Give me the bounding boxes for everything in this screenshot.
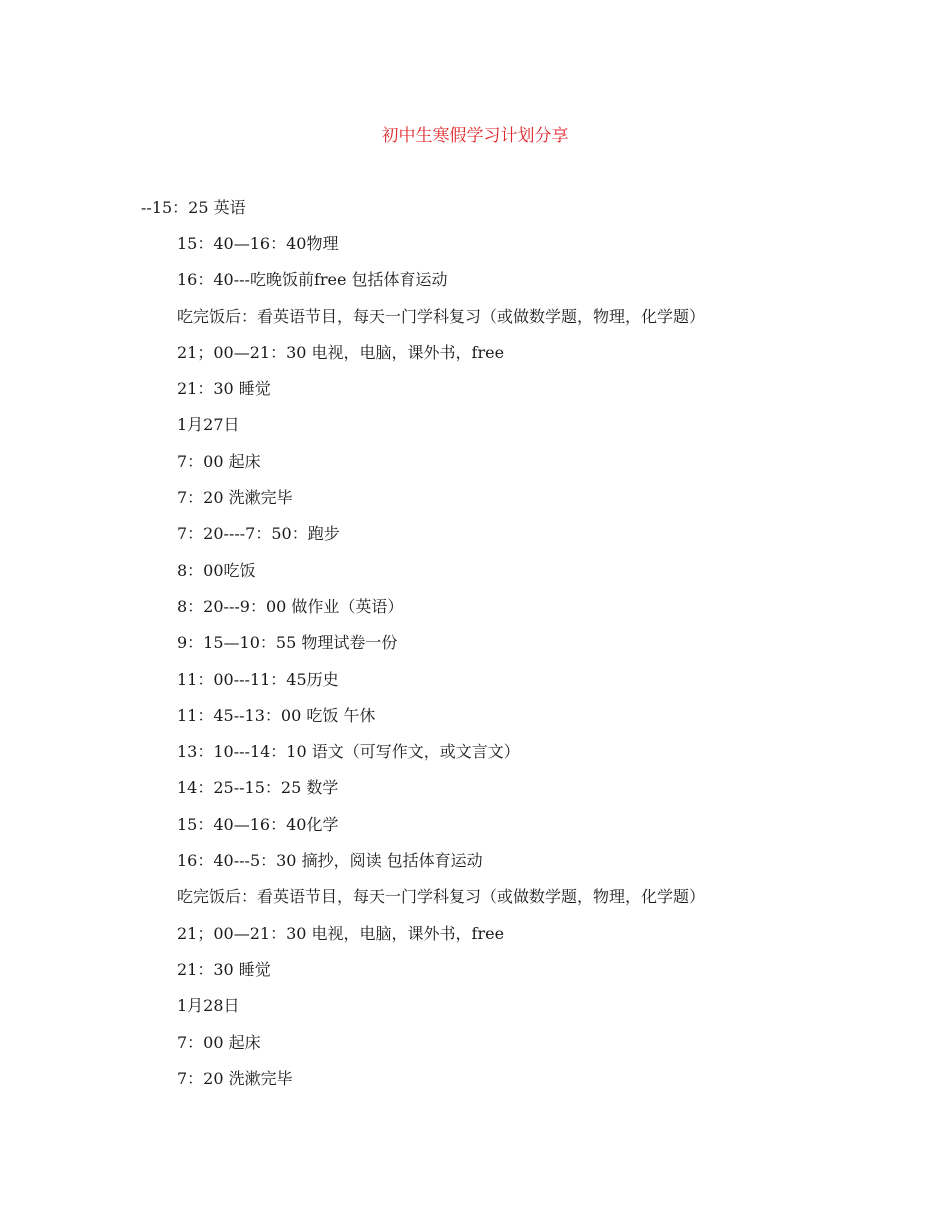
schedule-line: 吃完饭后：看英语节目，每天一门学科复习（或做数学题，物理，化学题） (177, 306, 706, 326)
schedule-line: 16：40---5：30 摘抄，阅读 包括体育运动 (177, 851, 483, 871)
schedule-line: 7：20 洗漱完毕 (177, 1068, 293, 1088)
date-heading: 1月28日 (177, 996, 240, 1016)
schedule-first-line: --15：25 英语 (141, 198, 246, 217)
schedule-line: 7：00 起床 (177, 1032, 261, 1052)
schedule-line: 11：45--13：00 吃饭 午休 (177, 705, 376, 725)
schedule-line: 吃完饭后：看英语节目，每天一门学科复习（或做数学题，物理，化学题） (177, 887, 706, 907)
schedule-line: 15：40—16：40化学 (177, 814, 339, 834)
schedule-line: 21：30 睡觉 (177, 959, 271, 979)
schedule-line: 16：40---吃晚饭前free 包括体育运动 (177, 270, 448, 290)
schedule-line: 7：00 起床 (177, 451, 261, 471)
schedule-line: 13：10---14：10 语文（可写作文，或文言文） (177, 742, 520, 762)
schedule-line: 8：00吃饭 (177, 560, 256, 580)
schedule-line: 11：00---11：45历史 (177, 669, 339, 689)
schedule-line: 21：30 睡觉 (177, 379, 271, 399)
schedule-list (177, 232, 705, 1103)
schedule-line: 7：20----7：50：跑步 (177, 524, 340, 544)
schedule-line: 14：25--15：25 数学 (177, 778, 339, 798)
schedule-line: 9：15—10：55 物理试卷一份 (177, 633, 398, 653)
date-heading: 1月27日 (177, 415, 240, 435)
schedule-line: 8：20---9：00 做作业（英语） (177, 596, 404, 616)
schedule-line: 21；00—21：30 电视，电脑，课外书，free (177, 342, 505, 362)
schedule-line: 15：40—16：40物理 (177, 234, 339, 253)
schedule-line: 7：20 洗漱完毕 (177, 488, 293, 508)
schedule-line: 21；00—21：30 电视，电脑，课外书，free (177, 923, 505, 943)
page-title: 初中生寒假学习计划分享 (381, 126, 569, 146)
